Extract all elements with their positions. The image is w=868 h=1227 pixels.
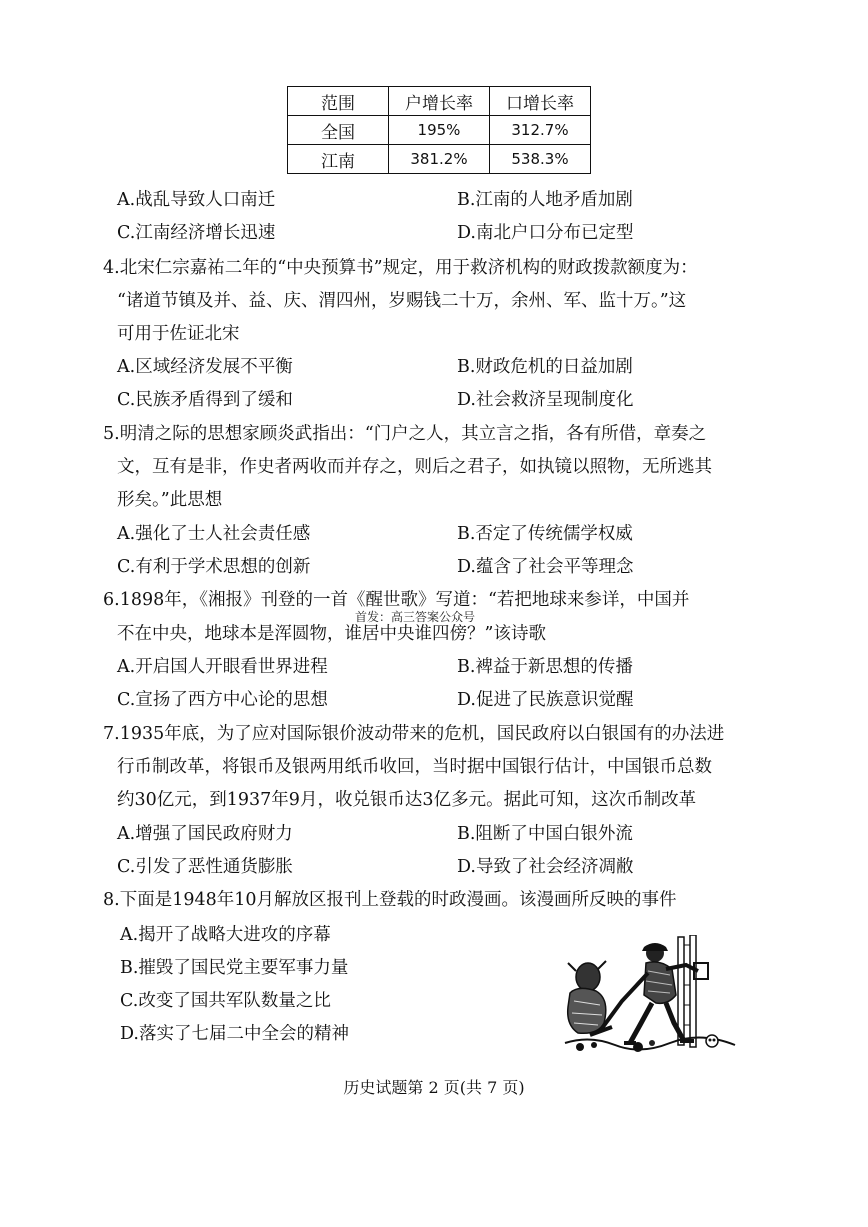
table-header-cell: 范围 xyxy=(288,87,389,116)
q5-option-c: C.有利于学术思想的创新 xyxy=(117,557,311,577)
table-row xyxy=(288,116,591,145)
table-header-cell: 户增长率 xyxy=(389,87,490,116)
table-row xyxy=(288,145,591,174)
q5-stem-line: 形矣。”此思想 xyxy=(117,490,223,510)
q7-option-d: D.导致了社会经济凋敝 xyxy=(457,857,634,877)
q3-option-c: C.江南经济增长迅速 xyxy=(117,223,276,243)
q5-option-a: A.强化了士人社会责任感 xyxy=(117,524,311,544)
q4-stem-line: 可用于佐证北宋 xyxy=(117,324,240,344)
q7-option-c: C.引发了恶性通货膨胀 xyxy=(117,857,293,877)
q3-option-b: B.江南的人地矛盾加剧 xyxy=(457,190,633,210)
q5-option-d: D.蕴含了社会平等理念 xyxy=(457,557,634,577)
table-header-cell: 口增长率 xyxy=(490,87,591,116)
table-cell: 全国 xyxy=(288,116,389,145)
q4-stem-line: 4.北宋仁宗嘉祐二年的“中央预算书”规定，用于救济机构的财政拨款额度为： xyxy=(103,258,698,278)
q6-stem-line: 不在中央，地球本是浑圆物，谁居中央谁四傍？”该诗歌 xyxy=(117,624,546,644)
q4-option-a: A.区域经济发展不平衡 xyxy=(117,357,293,377)
q4-stem-line: “诸道节镇及并、益、庆、渭四州，岁赐钱二十万，余州、军、监十万。”这 xyxy=(117,291,687,311)
q8-option-b: B.摧毁了国民党主要军事力量 xyxy=(120,958,349,978)
table-cell: 江南 xyxy=(288,145,389,174)
q8-option-d: D.落实了七届二中全会的精神 xyxy=(120,1024,349,1044)
page-footer: 历史试题第 2 页(共 7 页) xyxy=(343,1078,525,1097)
q8-option-a: A.揭开了战略大进攻的序幕 xyxy=(120,925,331,945)
q4-option-d: D.社会救济呈现制度化 xyxy=(457,390,634,410)
q8-stem-line: 8.下面是1948年10月解放区报刊上登载的时政漫画。该漫画所反映的事件 xyxy=(103,890,677,910)
q7-stem-line: 7.1935年底，为了应对国际银价波动带来的危机，国民政府以白银国有的办法进 xyxy=(103,724,725,744)
q7-stem-line: 约30亿元，到1937年9月，收兑银币达3亿多元。据此可知，这次币制改革 xyxy=(117,790,697,810)
q3-option-d: D.南北户口分布已定型 xyxy=(457,223,634,243)
q8-option-c: C.改变了国共军队数量之比 xyxy=(120,991,331,1011)
q6-option-b: B.裨益于新思想的传播 xyxy=(457,657,633,677)
table-cell: 312.7% xyxy=(490,116,591,145)
q7-option-a: A.增强了国民政府财力 xyxy=(117,824,293,844)
q3-option-a: A.战乱导致人口南迁 xyxy=(117,190,276,210)
watermark-text: 首发：高三答案公众号 xyxy=(355,610,476,624)
q5-option-b: B.否定了传统儒学权威 xyxy=(457,524,633,544)
q6-stem-line: 6.1898年，《湘报》刊登的一首《醒世歌》写道：“若把地球来参详，中国并 xyxy=(103,590,690,610)
q5-stem-line: 5.明清之际的思想家顾炎武指出：“门户之人，其立言之指，各有所借，章奏之 xyxy=(103,424,707,444)
q4-option-c: C.民族矛盾得到了缓和 xyxy=(117,390,293,410)
population-growth-table xyxy=(287,86,591,174)
table-cell: 538.3% xyxy=(490,145,591,174)
q6-option-a: A.开启国人开眼看世界进程 xyxy=(117,657,328,677)
political-cartoon-image xyxy=(560,935,740,1055)
table-header-row xyxy=(288,87,591,116)
q4-option-b: B.财政危机的日益加剧 xyxy=(457,357,633,377)
q6-option-d: D.促进了民族意识觉醒 xyxy=(457,690,634,710)
q6-option-c: C.宣扬了西方中心论的思想 xyxy=(117,690,328,710)
q5-stem-line: 文，互有是非，作史者两收而并存之，则后之君子，如执镜以照物，无所逃其 xyxy=(117,457,712,477)
q7-option-b: B.阻断了中国白银外流 xyxy=(457,824,633,844)
q7-stem-line: 行币制改革，将银币及银两用纸币收回，当时据中国银行估计，中国银币总数 xyxy=(117,757,712,777)
table-cell: 195% xyxy=(389,116,490,145)
table-cell: 381.2% xyxy=(389,145,490,174)
